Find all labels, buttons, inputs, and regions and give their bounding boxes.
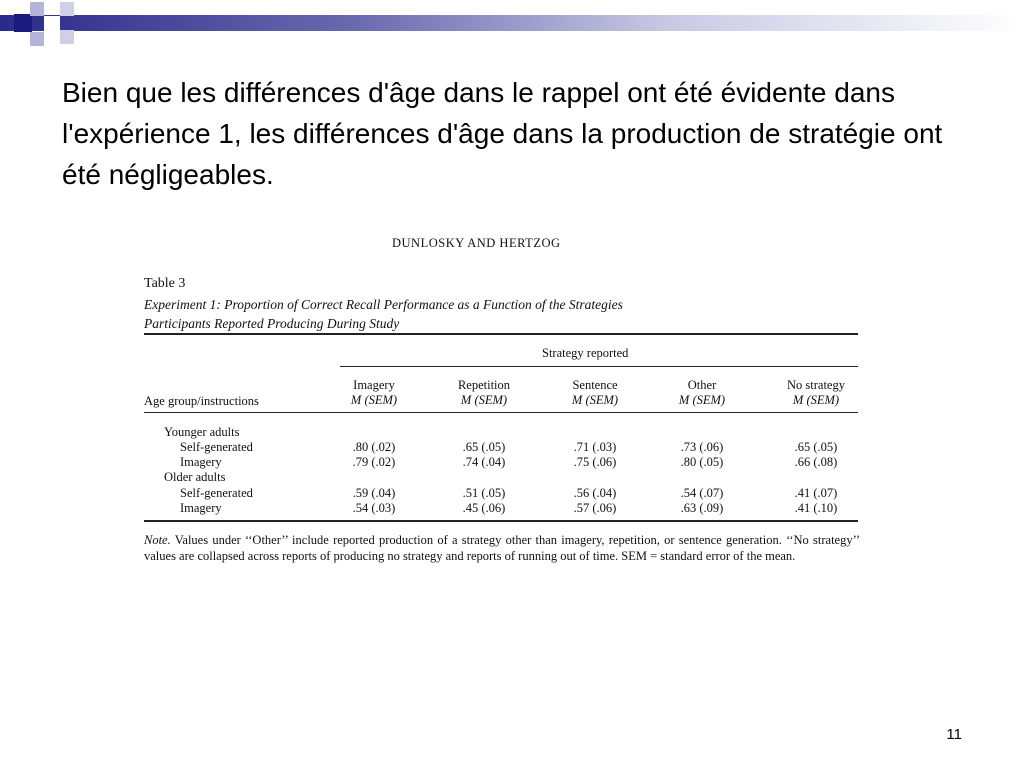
header-gradient-bar bbox=[0, 15, 1024, 31]
column-name: Sentence bbox=[572, 378, 618, 392]
table-top-rule bbox=[144, 333, 858, 335]
table-cell: .73 (.06) bbox=[680, 440, 724, 454]
table-cell: .41 (.10) bbox=[794, 501, 838, 515]
row-label: Imagery bbox=[180, 455, 222, 469]
column-header bbox=[545, 378, 645, 408]
table-caption-line: Experiment 1: Proportion of Correct Recall Performance as a Function of the Strategies bbox=[144, 297, 623, 312]
header-square-decoration bbox=[44, 16, 60, 32]
table-cell: .57 (.06) bbox=[573, 501, 617, 515]
table-cell: .56 (.04) bbox=[573, 486, 617, 500]
header-square-decoration bbox=[60, 30, 74, 44]
note-lead: Note. bbox=[144, 533, 171, 547]
stub-header: Age group/instructions bbox=[144, 394, 259, 408]
column-subheader: M (SEM) bbox=[571, 393, 619, 407]
column-name: Other bbox=[687, 378, 717, 392]
table-cell: .51 (.05) bbox=[462, 486, 506, 500]
header-square-decoration bbox=[14, 14, 32, 32]
table-cell: .80 (.05) bbox=[680, 455, 724, 469]
table-cell: .54 (.07) bbox=[680, 486, 724, 500]
column-subheader: M (SEM) bbox=[460, 393, 508, 407]
table-caption bbox=[144, 295, 864, 333]
table-cell: .65 (.05) bbox=[462, 440, 506, 454]
table-cell: .59 (.04) bbox=[352, 486, 396, 500]
table-note bbox=[144, 532, 860, 564]
table-cell: .65 (.05) bbox=[794, 440, 838, 454]
table-cell: .80 (.02) bbox=[352, 440, 396, 454]
table-caption-line: Participants Reported Producing During Study bbox=[144, 316, 400, 331]
slide-body-text: Bien que les différences d'âge dans le rappel ont été évidente dans l'expérience 1, les différences d'âge dans la production de stratégie ont été négligeables. bbox=[62, 77, 943, 190]
column-name: No strategy bbox=[787, 378, 845, 392]
table-cell: .63 (.09) bbox=[680, 501, 724, 515]
table-row bbox=[140, 486, 862, 501]
column-subheader: M (SEM) bbox=[678, 393, 726, 407]
note-text: Values under ‘‘Other’’ include reported production of a strategy other than imagery, repetition, or sentence generation. ‘‘No strategy’’ values are collapsed across reports of producing no strategy and reports of running out of time. SEM = standard error of the mean. bbox=[144, 533, 860, 563]
column-subheader: M (SEM) bbox=[350, 393, 398, 407]
table-row bbox=[140, 470, 862, 485]
spanner-rule bbox=[340, 366, 858, 367]
table-cell: .54 (.03) bbox=[352, 501, 396, 515]
row-label: Younger adults bbox=[164, 425, 240, 439]
table-cell: .71 (.03) bbox=[573, 440, 617, 454]
scanned-table-image bbox=[140, 232, 862, 584]
table-cell: .75 (.06) bbox=[573, 455, 617, 469]
table-cell: .45 (.06) bbox=[462, 501, 506, 515]
page-number: 11 bbox=[946, 726, 962, 743]
table-bottom-rule bbox=[144, 520, 858, 522]
row-label: Self-generated bbox=[180, 440, 253, 454]
running-head: DUNLOSKY AND HERTZOG bbox=[392, 236, 561, 250]
table-cell: .74 (.04) bbox=[462, 455, 506, 469]
column-header bbox=[434, 378, 534, 408]
table-header-rule bbox=[144, 412, 858, 413]
header-square-decoration bbox=[30, 32, 44, 46]
table-row bbox=[140, 501, 862, 516]
header-square-decoration bbox=[60, 2, 74, 16]
column-name: Imagery bbox=[353, 378, 395, 392]
row-label: Self-generated bbox=[180, 486, 253, 500]
table-cell: .41 (.07) bbox=[794, 486, 838, 500]
row-label: Older adults bbox=[164, 470, 226, 484]
column-header bbox=[766, 378, 866, 408]
table-cell: .66 (.08) bbox=[794, 455, 838, 469]
table-cell: .79 (.02) bbox=[352, 455, 396, 469]
table-label: Table 3 bbox=[144, 276, 186, 291]
column-name: Repetition bbox=[457, 378, 511, 392]
column-header bbox=[324, 378, 424, 408]
column-subheader: M (SEM) bbox=[792, 393, 840, 407]
table-row bbox=[140, 455, 862, 470]
column-header bbox=[652, 378, 752, 408]
header-square-decoration bbox=[30, 2, 44, 16]
table-row bbox=[140, 440, 862, 455]
column-spanner: Strategy reported bbox=[542, 346, 629, 360]
row-label: Imagery bbox=[180, 501, 222, 515]
table-row bbox=[140, 425, 862, 440]
